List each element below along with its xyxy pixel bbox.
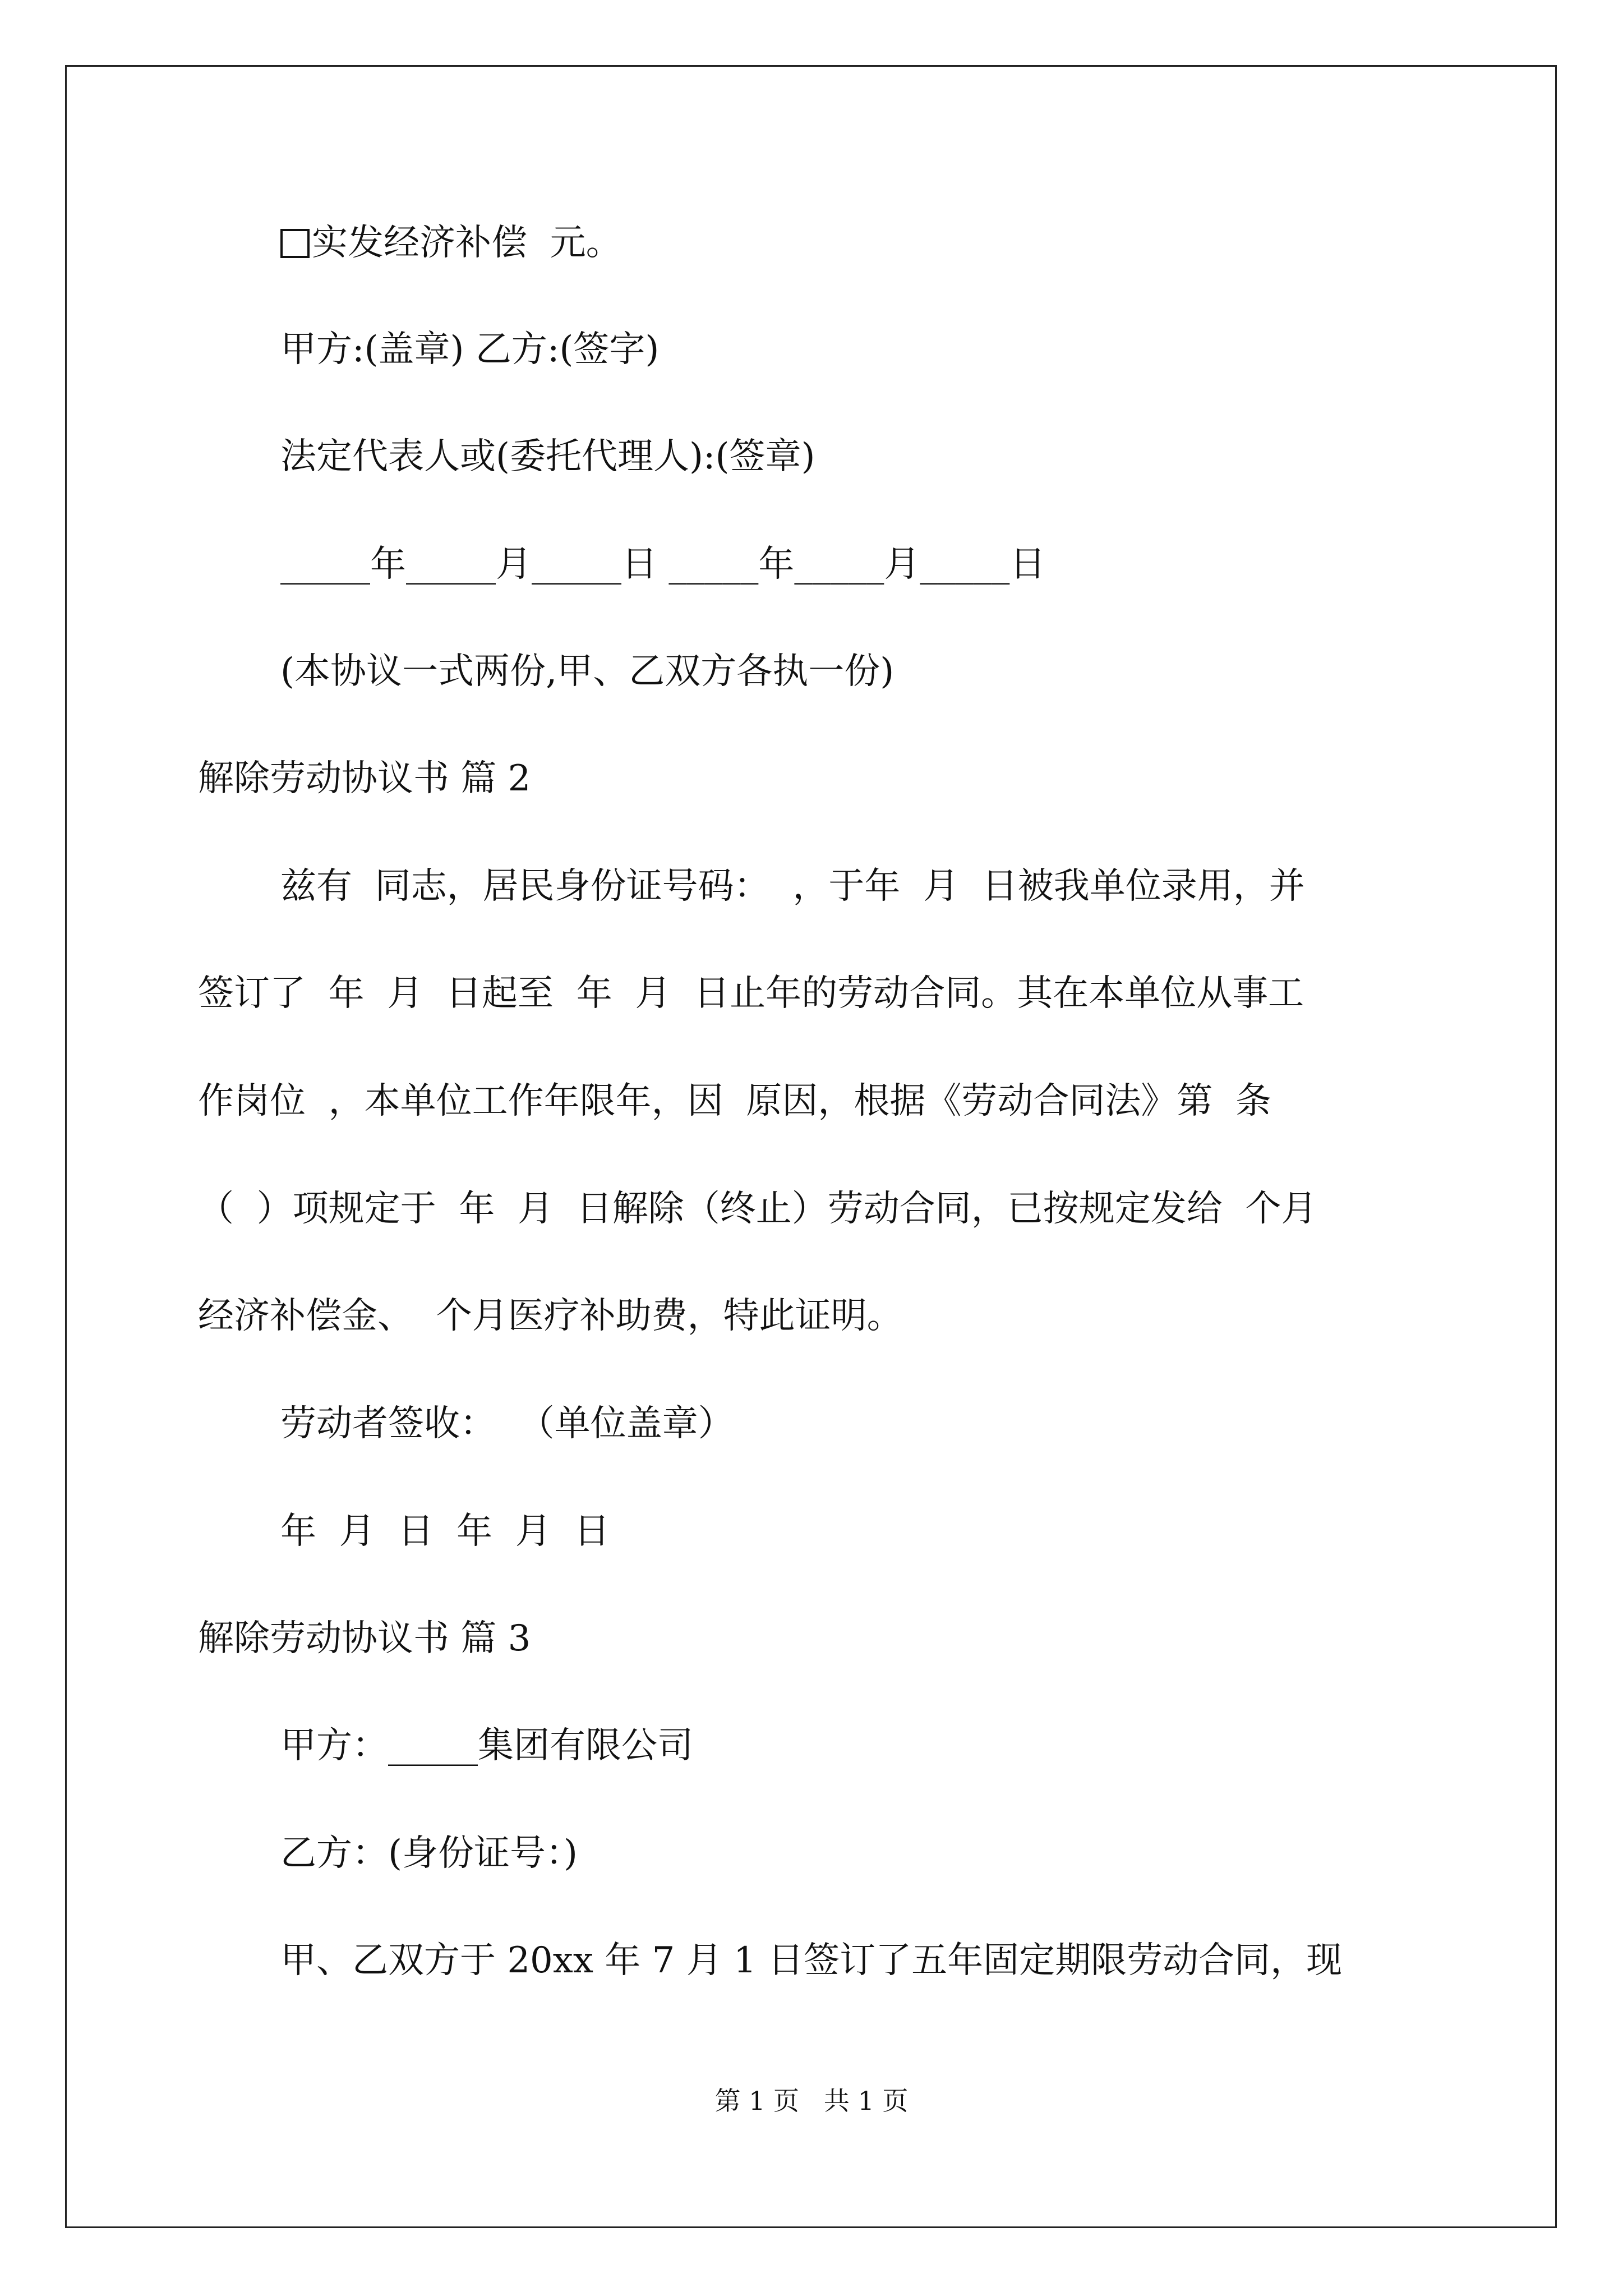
paragraph-line: 经济补偿金、 个月医疗补助费，特此证明。 <box>198 1295 903 1337</box>
paragraph-line: 甲、乙双方于 20xx 年 7 月 1 日签订了五年固定期限劳动合同，现 <box>280 1940 1343 1981</box>
copies-note: (本协议一式两份,甲、乙双方各执一份) <box>280 651 895 692</box>
page-footer: 第 1 页 共 1 页 <box>714 2086 909 2116</box>
date-line: _____年_____月_____日 _____年_____月_____日 <box>280 544 1046 585</box>
paragraph-line: （ ）项规定于 年 月 日解除（终止）劳动合同，已按规定发给 个月 <box>198 1188 1317 1230</box>
page-border <box>65 65 1557 2228</box>
section-heading-2: 解除劳动协议书 篇 2 <box>198 758 531 799</box>
party-b-line: 乙方：(身份证号：) <box>280 1833 578 1874</box>
compensation-line: 实发经济补偿 元。 <box>280 220 622 265</box>
party-a-line: 甲方：_____集团有限公司 <box>280 1725 693 1766</box>
paragraph-line: 兹有 同志，居民身份证号码： ，于年 月 日被我单位录用，并 <box>280 866 1305 907</box>
paragraph-line: 签订了 年 月 日起至 年 月 日止年的劳动合同。其在本单位从事工 <box>198 973 1304 1014</box>
signature-line: 劳动者签收： （单位盖章） <box>280 1403 734 1444</box>
date-line-2: 年 月 日 年 月 日 <box>280 1511 610 1552</box>
representative-line: 法定代表人或(委托代理人):(签章) <box>280 436 815 477</box>
checkbox-icon[interactable] <box>280 229 310 258</box>
section-heading-3: 解除劳动协议书 篇 3 <box>198 1618 531 1659</box>
paragraph-line: 作岗位 ，本单位工作年限年，因 原因，根据《劳动合同法》第 条 <box>198 1080 1272 1122</box>
party-seal-line: 甲方:(盖章) 乙方:(签字) <box>280 329 660 370</box>
